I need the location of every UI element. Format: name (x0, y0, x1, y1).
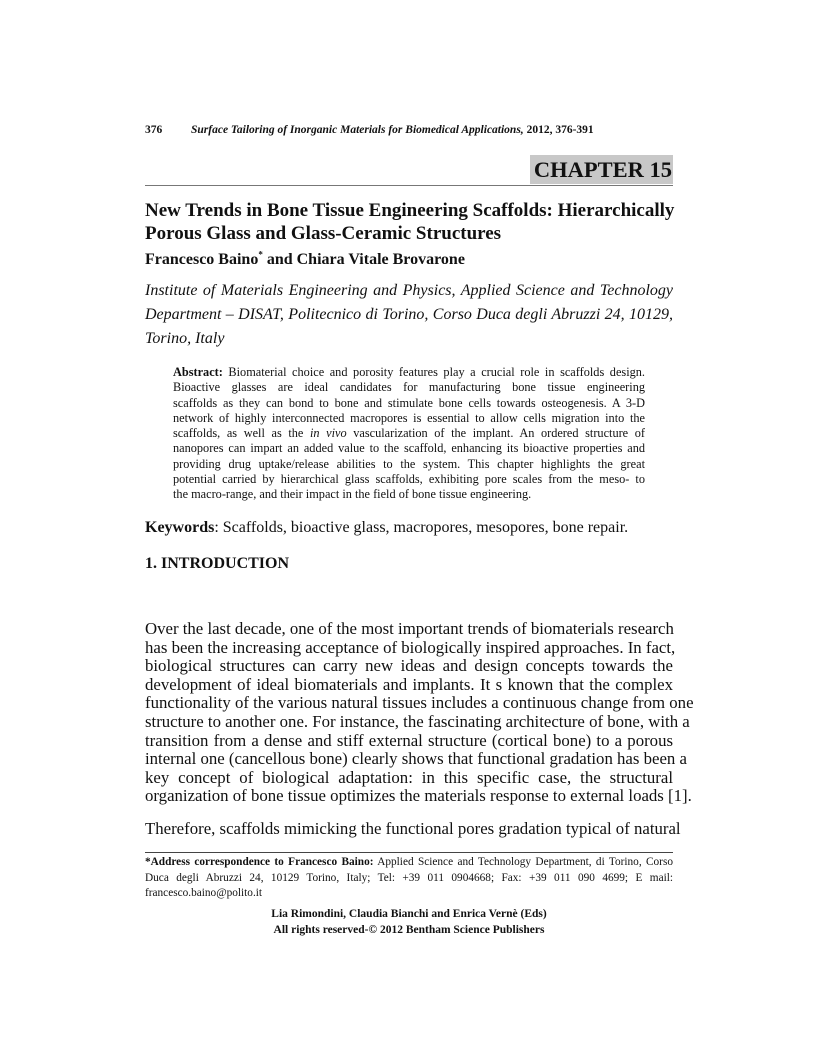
abstract-line: nanopores can impart an added value to the scaffold, enhancing its bioactive properties and (173, 441, 645, 456)
abstract-italic: in vivo (309, 426, 347, 441)
keywords-label: Keywords (145, 519, 215, 536)
affiliation-line: Torino, Italy (145, 330, 225, 347)
abstract-text: scaffolds, as well as the (173, 426, 310, 441)
title-line: Porous Glass and Glass-Ceramic Structures (145, 223, 502, 244)
affiliation-line: Institute of Materials Engineering and Physics, Applied Science and Technology (145, 282, 673, 299)
authors (145, 250, 465, 270)
body-line: internal one (cancellous bone) clearly shows that functional gradation has been a (145, 749, 687, 769)
body-line: organization of bone tissue optimizes the materials response to external loads [1]. (145, 786, 692, 806)
title-line: New Trends in Bone Tissue Engineering Scaffolds: Hierarchically (145, 200, 675, 221)
abstract (173, 365, 645, 503)
affiliation-line: Department – DISAT, Politecnico di Torino, Corso Duca degli Abruzzi 24, 10129, (145, 306, 673, 323)
abstract-line (173, 365, 645, 380)
page-number: 376 (145, 124, 163, 136)
author-name: Francesco Baino (145, 251, 259, 268)
body-line: biological structures can carry new ideas and design concepts towards the (145, 656, 673, 676)
intro-paragraph (145, 619, 694, 806)
abstract-label: Abstract: (173, 365, 223, 379)
abstract-line: Bioactive glasses are ideal candidates for manufacturing bone tissue engineering (173, 380, 645, 395)
book-info: 2012, 376-391 (523, 124, 594, 136)
abstract-line: potential carried by hierarchical glass scaffolds, exhibiting pore scales from the meso- to (173, 472, 645, 487)
abstract-text: vascularization of the implant. An ordered structure of (346, 426, 645, 441)
chapter-label: CHAPTER 15 (530, 155, 673, 184)
footnote-email: francesco.baino@polito.it (145, 887, 263, 899)
keywords (145, 518, 628, 538)
header-rule (145, 185, 673, 186)
chapter-title (145, 199, 673, 245)
keywords-text: : Scaffolds, bioactive glass, macropores, mesopores, bone repair. (214, 519, 629, 536)
footnote-line: Duca degli Abruzzi 24, 10129 Torino, Italy; Tel: +39 011 0904668; Fax: +39 011 090 4699; E mail: (145, 871, 673, 884)
section-heading: 1. INTRODUCTION (145, 555, 290, 572)
running-header (145, 124, 594, 136)
affiliation (145, 279, 673, 351)
publisher-info (145, 907, 673, 938)
abstract-line: network of highly interconnected macropores is essential to allow cells migration into the (173, 410, 645, 425)
abstract-text: Biomaterial choice and porosity features play a crucial role in scaffolds design. (222, 365, 645, 379)
abstract-line: scaffolds as they can bond to bone and stimulate bone cells towards osteogenesis. A 3-D (173, 395, 645, 410)
abstract-line (173, 426, 645, 441)
footnote-label: *Address correspondence to Francesco Baino: (145, 856, 374, 868)
body-line: structure to another one. For instance, the fascinating architecture of bone, with a (145, 711, 690, 731)
footnote-rule (145, 852, 673, 853)
abstract-line: providing drug uptake/release abilities to the system. This chapter highlights the great (173, 456, 645, 471)
body-line: Therefore, scaffolds mimicking the functional pores gradation typical of natural (145, 819, 681, 838)
body-line: has been the increasing acceptance of biologically inspired approaches. In fact, (145, 637, 676, 657)
corresponding-mark: * (258, 249, 263, 260)
abstract-line: the macro-range, and their impact in the field of bone tissue engineering. (173, 487, 532, 502)
body-line: key concept of biological adaptation: in this specific case, the structural (145, 767, 673, 787)
author-name: and Chiara Vitale Brovarone (262, 251, 465, 268)
body-line: Over the last decade, one of the most important trends of biomaterials research (145, 619, 674, 638)
editors: Lia Rimondini, Claudia Bianchi and Enrica Vernè (Eds) (271, 908, 547, 920)
body-line: functionality of the various natural tissues includes a continuous change from one (145, 693, 694, 713)
book-title: Surface Tailoring of Inorganic Materials for Biomedical Applications, (191, 124, 524, 136)
footnote-line (145, 855, 673, 871)
body-line: transition from a dense and stiff external structure (cortical bone) to a porous (145, 730, 673, 750)
footnote-text: Applied Science and Technology Department, di Torino, Corso (373, 856, 673, 868)
body-line: development of ideal biomaterials and implants. It s known that the complex (145, 674, 673, 694)
copyright: All rights reserved-© 2012 Bentham Science Publishers (273, 923, 545, 936)
footnote (145, 855, 673, 902)
